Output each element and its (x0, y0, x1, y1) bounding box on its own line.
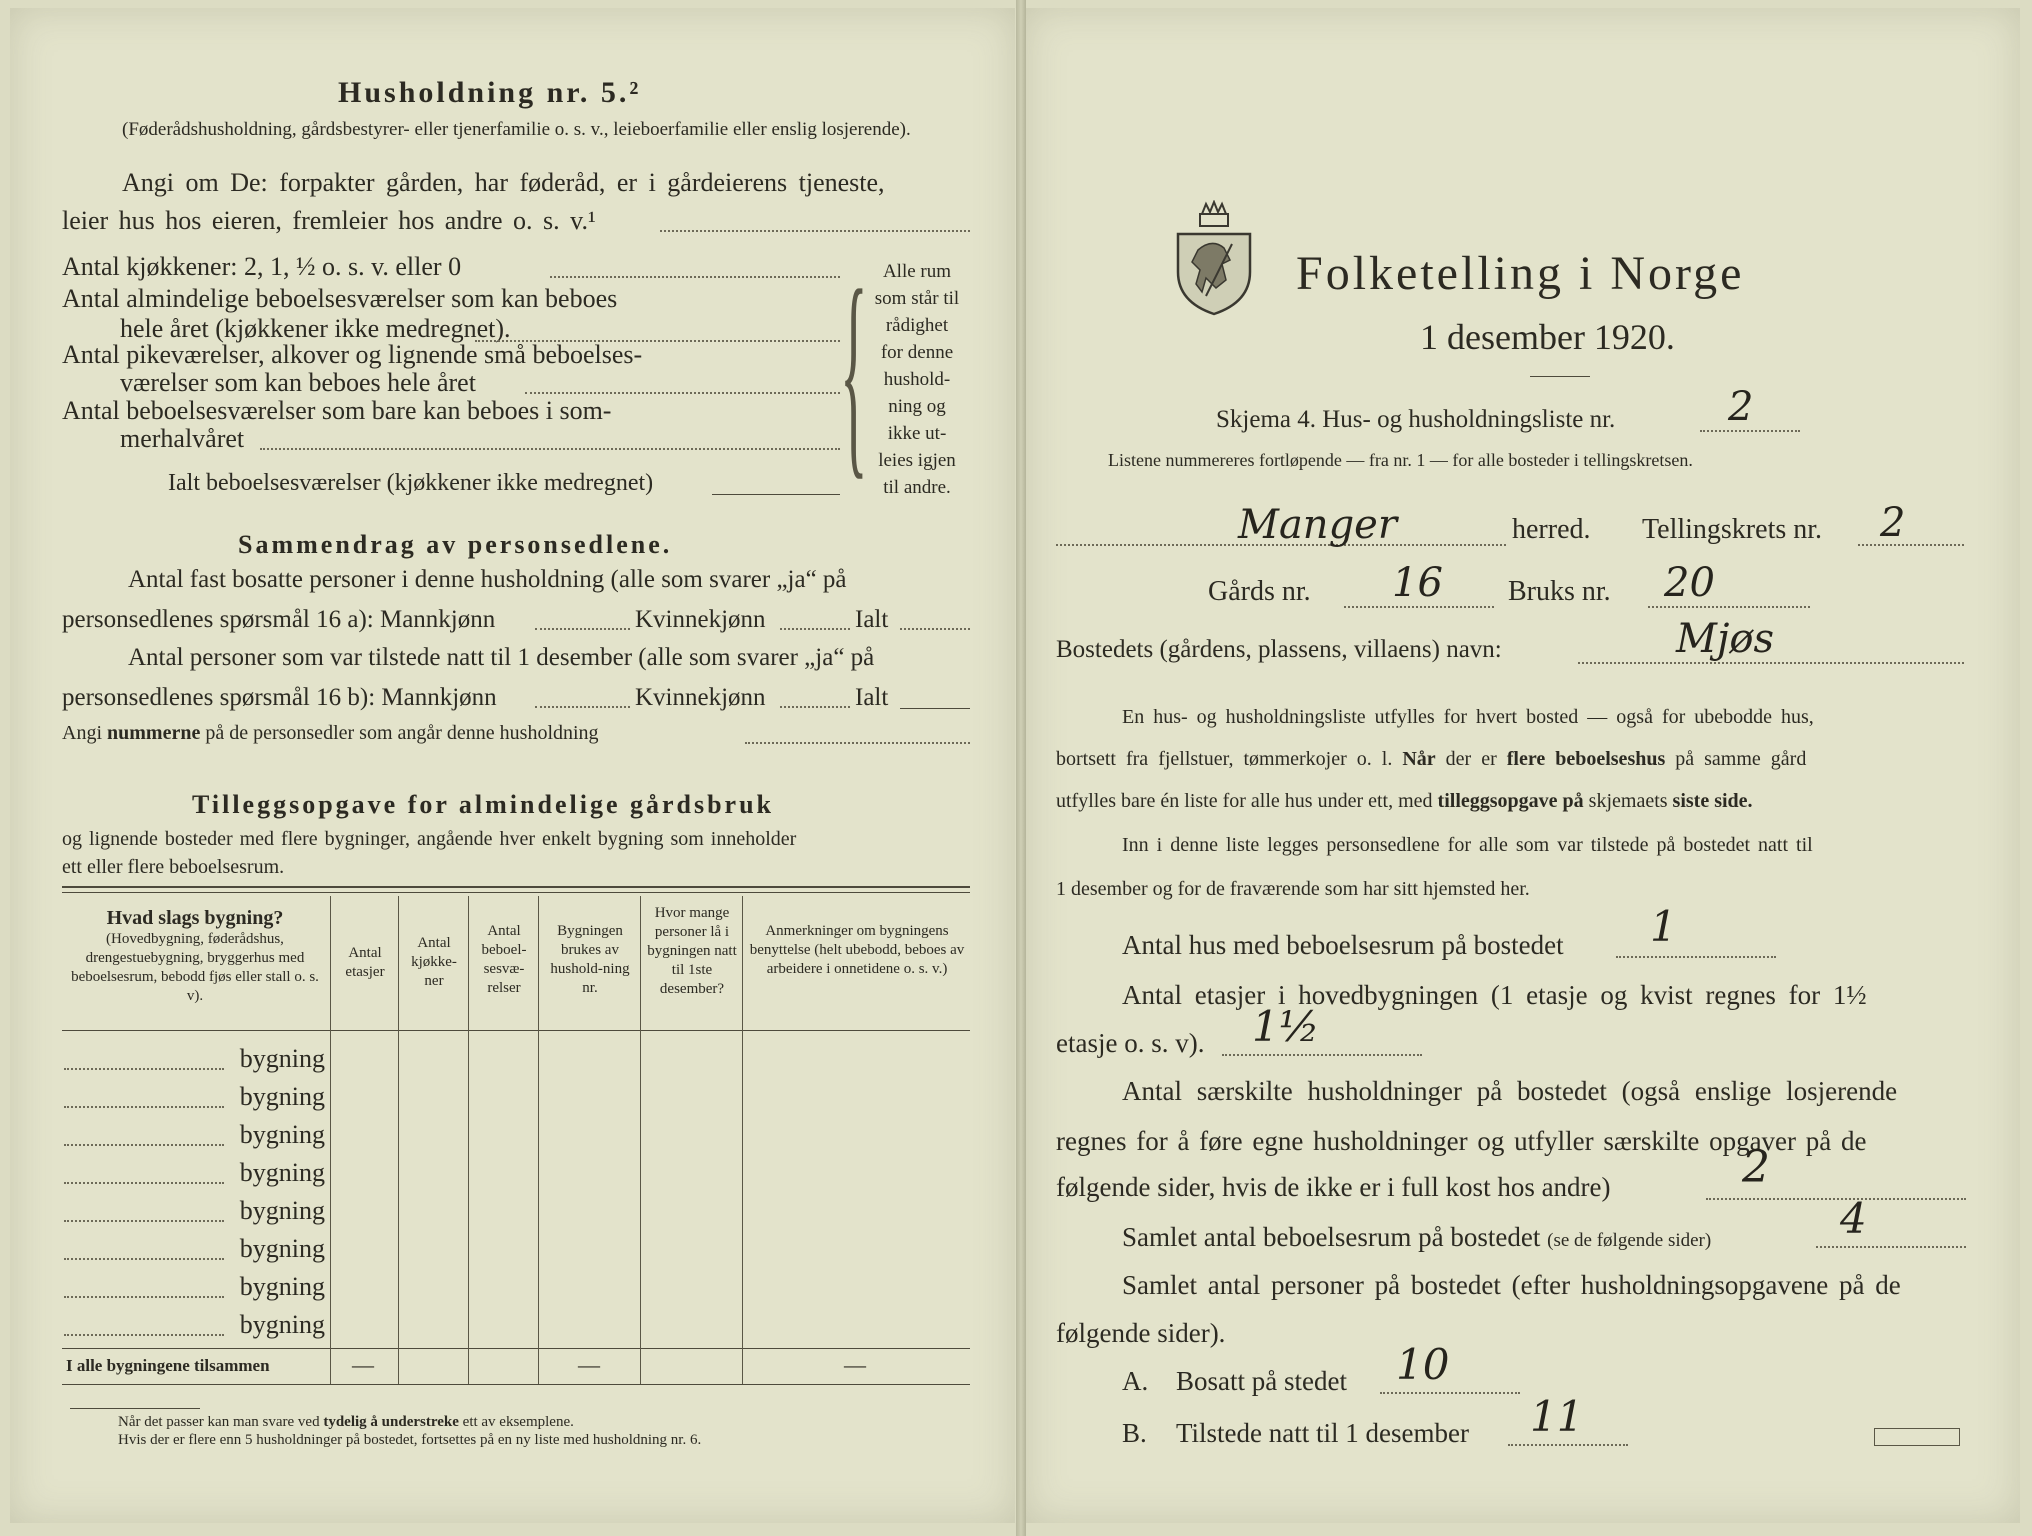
krets-line[interactable] (1858, 544, 1964, 546)
side-note (862, 258, 972, 501)
p1-l2e: på samme gård (1675, 748, 1807, 770)
table-row-label: bygning (239, 1234, 325, 1263)
p1-l3c: skjemaets (1588, 790, 1668, 812)
table-row-label: bygning (239, 1082, 325, 1111)
side-note-line: rådighet (885, 315, 949, 336)
sommer-line-1: Antal beboelsesværelser som bare kan beboes i som- (62, 396, 612, 425)
tilst-kvinne-label: Kvinnekjønn (635, 684, 766, 711)
saerskilte-line[interactable] (1706, 1198, 1966, 1200)
side-note-line: som står til (874, 288, 960, 309)
bosted-line[interactable] (1578, 662, 1964, 664)
col-header-husholdning: Bygningen brukes av hushold-ning nr. (550, 923, 630, 996)
col-divider (742, 896, 743, 1384)
skjema-nr-value[interactable]: 2 (1728, 384, 1754, 430)
gards-line[interactable] (1344, 606, 1494, 608)
row-dotted[interactable] (64, 1144, 224, 1146)
col-header-type-desc: (Hovedbygning, føderådshus, drengestuebygning, bryggerhus med beboelsesrum, bebodd fjøs eller stall o. s. v). (71, 931, 319, 1004)
fast-line-1: Antal fast bosatte personer i denne husholdning (alle som svarer „ja“ på (128, 566, 847, 593)
tillegg-sub-2: ett eller flere beboelsesrum. (62, 856, 285, 878)
saerskilte-line-3: følgende sider, hvis de ikke er i full kost hos andre) (1056, 1172, 1611, 1202)
side-note-line: til andre. (883, 477, 951, 498)
angi-answer-line[interactable] (660, 230, 970, 232)
instruction-1-line-1: En hus- og husholdningsliste utfylles for hvert bosted — også for ubebodde hus, (1122, 706, 1814, 728)
instruction-1-line-3 (1056, 790, 1753, 813)
sammendrag-title: Sammendrag av personsedlene. (238, 530, 673, 559)
fast-mann-answer[interactable] (535, 628, 630, 630)
hus-line[interactable] (1616, 956, 1776, 958)
tilstede-line[interactable] (1508, 1444, 1628, 1446)
row-dotted[interactable] (64, 1106, 224, 1108)
bosatt-value[interactable]: 10 (1396, 1340, 1450, 1389)
total-dash: — (352, 1352, 374, 1377)
tilst-mann-label: personsedlenes spørsmål 16 b): Mannkjønn (62, 684, 497, 711)
sommer-line-2: merhalvåret (120, 424, 245, 453)
row-dotted[interactable] (64, 1220, 224, 1222)
row-dotted[interactable] (64, 1182, 224, 1184)
col-divider (330, 896, 331, 1384)
side-note-line: leies igjen (878, 450, 956, 471)
samlet-rum-value[interactable]: 4 (1840, 1194, 1867, 1243)
bruks-value[interactable]: 20 (1664, 560, 1715, 606)
pike-answer-line[interactable] (525, 392, 840, 394)
bosted-label: Bostedets (gårdens, plassens, villaens) navn: (1056, 636, 1502, 663)
bosatt-letter: A. (1122, 1366, 1149, 1396)
footnote-1b: tydelig å understreke (323, 1414, 459, 1430)
title-rule (1530, 376, 1590, 377)
side-note-line: ning og (888, 396, 946, 417)
table-row-label: bygning (239, 1272, 325, 1301)
samlet-pers-line-1: Samlet antal personer på bostedet (efter husholdningsopgavene på de (1122, 1270, 1901, 1300)
table-row-label: bygning (239, 1158, 325, 1187)
household-subtitle: (Føderådshusholdning, gårdsbestyrer- eller tjenerfamilie o. s. v., leieboerfamilie eller enslig losjerende). (122, 119, 911, 140)
samlet-pers-line-2: følgende sider). (1056, 1318, 1226, 1348)
census-date: 1 desember 1920. (1420, 317, 1675, 357)
tilst-kvinne-answer[interactable] (780, 706, 850, 708)
nummerne-c: på de personsedler som angår denne husholdning (205, 722, 599, 744)
nummerne-b: nummerne (107, 722, 201, 744)
p1-l2b: Når (1402, 748, 1436, 770)
side-note-line: hushold- (883, 369, 951, 390)
samlet-rum-line[interactable] (1816, 1246, 1966, 1248)
row-dotted[interactable] (64, 1068, 224, 1070)
fast-mann-label: personsedlenes spørsmål 16 a): Mannkjønn (62, 606, 496, 633)
saerskilte-line-1: Antal særskilte husholdninger på bostedet (også enslige losjerende (1122, 1076, 1898, 1106)
side-note-line: ikke ut- (887, 423, 947, 444)
instruction-2-line-2: 1 desember og for de fraværende som har sitt hjemsted her. (1056, 878, 1530, 900)
table-top-rule (62, 886, 970, 888)
col-divider (468, 896, 469, 1384)
p1-l3b: tilleggsopgave på (1437, 790, 1584, 812)
kjokken-label: Antal kjøkkener: 2, 1, ½ o. s. v. eller 0 (62, 252, 462, 281)
saerskilte-line-2: regnes for å føre egne husholdninger og utfyller særskilte opgaver på de (1056, 1126, 1867, 1156)
sommer-answer-line[interactable] (260, 448, 840, 450)
etasjer-value[interactable]: 1½ (1252, 1002, 1320, 1051)
table-row-label: bygning (239, 1120, 325, 1149)
col-header-personer: Hvor mange personer lå i bygningen natt til 1ste desember? (647, 905, 737, 997)
tilst-mann-answer[interactable] (535, 706, 630, 708)
tilst-ialt-label: Ialt (855, 684, 889, 711)
footnote-2: Hvis der er flere enn 5 husholdninger på bostedet, fortsettes på en ny liste med husholdning nr. 6. (118, 1432, 702, 1448)
bosted-value[interactable]: Mjøs (1676, 616, 1774, 662)
coat-of-arms-icon (1172, 200, 1256, 318)
angi-line-1: Angi om De: forpakter gården, har føderåd, er i gårdeierens tjeneste, (122, 168, 885, 197)
p1-l3d: siste side. (1672, 790, 1753, 812)
total-label: I alle bygningene tilsammen (66, 1356, 270, 1375)
col-header-etasjer: Antal etasjer (345, 945, 385, 980)
ialt-rooms-label: Ialt beboelsesværelser (kjøkkener ikke medregnet) (168, 470, 654, 496)
total-dash: — (578, 1352, 600, 1377)
samlet-rum-b: (se de følgende sider) (1547, 1230, 1712, 1251)
table-top-rule-2 (62, 892, 970, 893)
footnote-1 (118, 1414, 574, 1431)
etasjer-line[interactable] (1222, 1054, 1422, 1056)
side-note-line: Alle rum (882, 261, 952, 282)
tillegg-title: Tilleggsopgave for almindelige gårdsbruk (192, 790, 775, 819)
saerskilte-value[interactable]: 2 (1742, 1142, 1770, 1193)
bosatt-line[interactable] (1380, 1392, 1520, 1394)
col-header-kjokkener: Antal kjøkke-ner (411, 935, 457, 989)
total-dash: — (844, 1352, 866, 1377)
row-dotted[interactable] (64, 1258, 224, 1260)
instruction-2-line-1: Inn i denne liste legges personsedlene for alle som var tilstede på bostedet natt til (1122, 834, 1813, 856)
p1-l2c: der er (1445, 748, 1497, 770)
herred-label: herred. (1512, 514, 1591, 545)
col-header-type-title: Hvad slags bygning? (106, 907, 284, 929)
pike-line-2: værelser som kan beboes hele året (120, 368, 476, 397)
footnote-rule (70, 1408, 200, 1409)
ialt-rooms-answer-line[interactable] (712, 494, 840, 495)
fast-ialt-label: Ialt (855, 606, 889, 633)
gards-value[interactable]: 16 (1392, 560, 1443, 606)
etasjer-line-1: Antal etasjer i hovedbygningen (1 etasje og kvist regnes for 1½ (1122, 980, 1867, 1010)
p1-l2d: flere beboelseshus (1506, 748, 1666, 770)
nummerne-a: Angi (62, 722, 102, 744)
tillegg-sub-1: og lignende bosteder med flere bygninger, angående hver enkelt bygning som inneholder (62, 828, 797, 850)
fast-kvinne-answer[interactable] (780, 628, 850, 630)
nummerne-line (62, 722, 599, 745)
col-divider (538, 896, 539, 1384)
col-header-vaerelser: Antal beboel-sesvæ-relser (481, 923, 527, 996)
page-fold (1016, 0, 1026, 1536)
kjokken-answer-line[interactable] (550, 276, 840, 278)
samlet-rum-label (1122, 1222, 1711, 1253)
table-row-label: bygning (239, 1196, 325, 1225)
col-divider (398, 896, 399, 1384)
col-header-type (64, 906, 326, 1006)
hus-label: Antal hus med beboelsesrum på bostedet (1122, 930, 1564, 960)
p1-l2a: bortsett fra fjellstuer, tømmerkojer o. l. (1056, 748, 1393, 770)
fast-ialt-answer[interactable] (900, 628, 970, 630)
row-dotted[interactable] (64, 1296, 224, 1298)
herred-value[interactable]: Manger (1238, 502, 1397, 548)
gards-label: Gårds nr. (1208, 576, 1311, 607)
col-divider (640, 896, 641, 1384)
alm-line-2: hele året (kjøkkener ikke medregnet). (120, 314, 511, 343)
fast-kvinne-label: Kvinnekjønn (635, 606, 766, 633)
skjema-nr-line[interactable] (1700, 430, 1800, 432)
tilstede-value[interactable]: 11 (1530, 1392, 1584, 1441)
tilstede-letter: B. (1122, 1418, 1147, 1448)
footnote-1a: Når det passer kan man svare ved (118, 1414, 320, 1430)
skjema-label: Skjema 4. Hus- og husholdningsliste nr. (1216, 406, 1616, 433)
pike-line-1: Antal pikeværelser, alkover og lignende små beboelses- (62, 340, 643, 369)
census-title: Folketelling i Norge (1296, 247, 1745, 300)
footnote-1c: ett av eksemplene. (462, 1414, 574, 1430)
hus-value[interactable]: 1 (1650, 902, 1677, 951)
instruction-1-line-2 (1056, 748, 1806, 771)
table-row-label: bygning (239, 1044, 325, 1073)
table-row-label: bygning (239, 1310, 325, 1339)
bruks-label: Bruks nr. (1508, 576, 1611, 607)
listene-note: Listene nummereres fortløpende — fra nr. 1 — for alle bosteder i tellingskretsen. (1108, 450, 1693, 470)
etasjer-line-2: etasje o. s. v). (1056, 1028, 1205, 1058)
col-header-anmerkninger: Anmerkninger om bygningens benyttelse (helt ubebodd, beboes av arbeidere i onnetidene o. s. v.) (749, 923, 965, 977)
angi-line-2: leier hus hos eieren, fremleier hos andre o. s. v.¹ (62, 206, 596, 235)
table-header-rule (62, 1030, 970, 1031)
krets-label: Tellingskrets nr. (1642, 514, 1823, 545)
row-dotted[interactable] (64, 1334, 224, 1336)
tilst-line-1: Antal personer som var tilstede natt til 1 desember (alle som svarer „ja“ på (128, 644, 875, 671)
bruks-line[interactable] (1648, 606, 1810, 608)
table-bottom-rule (62, 1384, 970, 1385)
alm-line-1: Antal almindelige beboelsesværelser som kan beboes (62, 284, 618, 313)
table-total-rule (62, 1348, 970, 1349)
tilstede-label: Tilstede natt til 1 desember (1176, 1418, 1469, 1448)
printer-stamp (1874, 1428, 1960, 1446)
p1-l3a: utfylles bare én liste for alle hus under ett, med (1056, 790, 1433, 812)
krets-value[interactable]: 2 (1880, 500, 1906, 546)
tilst-ialt-answer[interactable] (900, 708, 970, 709)
nummerne-answer-line[interactable] (745, 742, 970, 744)
bosatt-label: Bosatt på stedet (1176, 1366, 1347, 1396)
brace: { (840, 243, 868, 498)
samlet-rum-a: Samlet antal beboelsesrum på bostedet (1122, 1222, 1541, 1252)
side-note-line: for denne (880, 342, 954, 363)
household-title: Husholdning nr. 5.² (338, 76, 642, 109)
